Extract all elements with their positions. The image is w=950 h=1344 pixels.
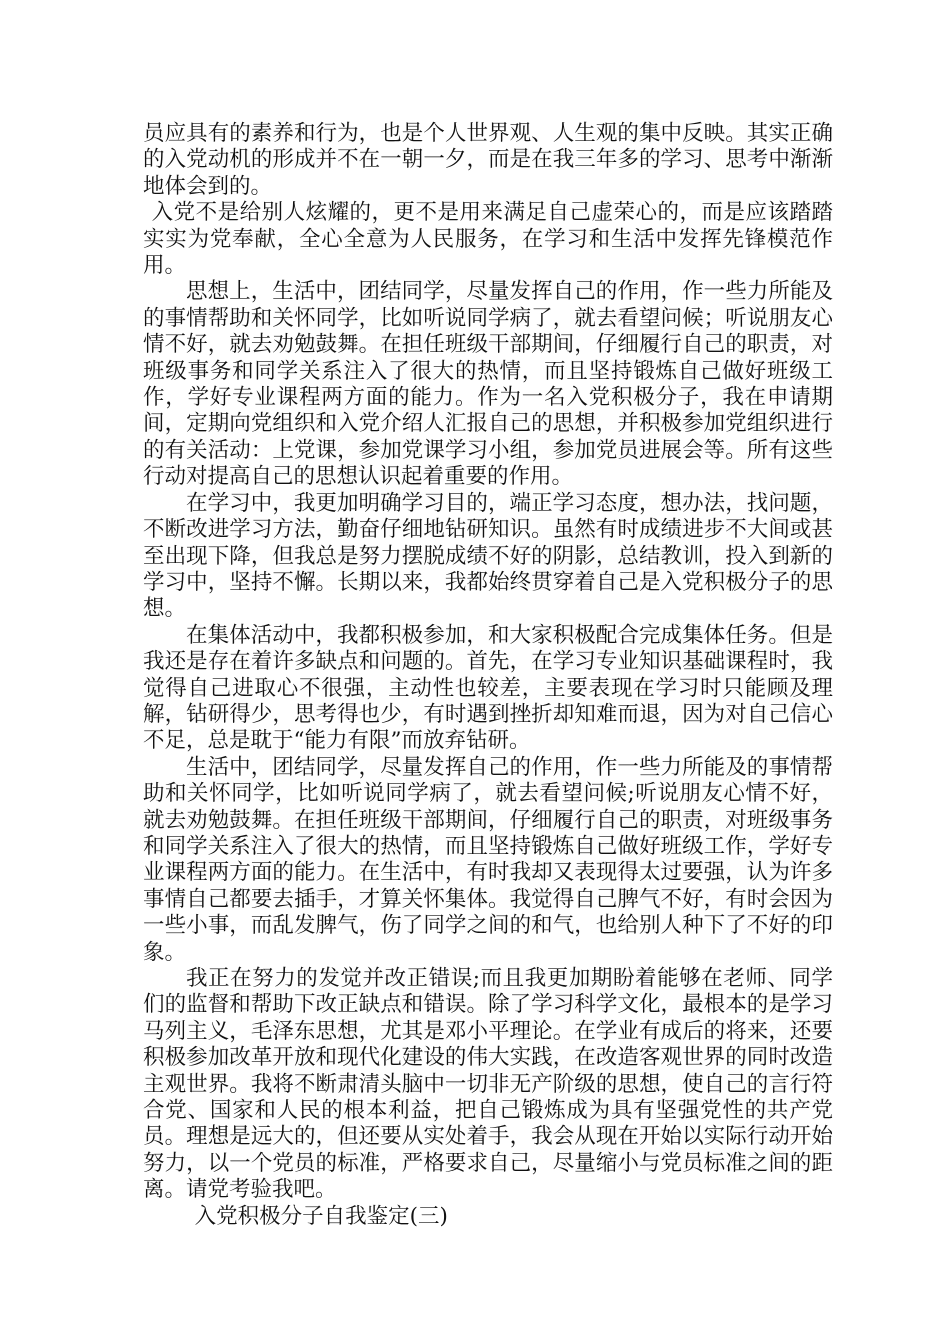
paragraph-motivation: 入党不是给别人炫耀的，更不是用来满足自己虚荣心的，而是应该踏踏实实为党奉献，全心全意为人民服务，在学习和生活中发挥先锋模范作用。 xyxy=(143,200,833,279)
paragraph-continuation: 员应具有的素养和行为，也是个人世界观、人生观的集中反映。其实正确的入党动机的形成并不在一朝一夕，而是在我三年多的学习、思考中渐渐地体会到的。 xyxy=(143,121,833,199)
paragraph-correction: 我正在努力的发觉并改正错误;而且我更加期盼着能够在老师、同学们的监督和帮助下改正缺点和错误。除了学习科学文化，最根本的是学习马列主义，毛泽东思想，尤其是邓小平理论。在学业有成后的将来，还要积极参加改革开放和现代化建设的伟大实践，在改造客观世界的同时改造主观世界。我将不断肃清头脑中一切非无产阶级的思想，使自己的言行符合党、国家和人民的根本利益，把自己锻炼成为具有坚强党性的共产党员。理想是远大的，但还要从实处着手，我会从现在开始以实际行动开始努力，以一个党员的标准，严格要求自己，尽量缩小与党员标准之间的距离。请党考验我吧。 xyxy=(143,966,833,1203)
paragraph-thought: 思想上，生活中，团结同学，尽量发挥自己的作用，作一些力所能及的事情帮助和关怀同学，比如听说同学病了，就去看望问候；听说朋友心情不好，就去劝勉鼓舞。在担任班级干部期间，仔细履行自己的职责，对班级事务和同学关系注入了很大的热情，而且坚持锻炼自己做好班级工作，学好专业课程两方面的能力。作为一名入党积极分子，我在申请期间，定期向党组织和入党介绍人汇报自己的思想，并积极参加党组织进行的有关活动：上党课，参加党课学习小组，参加党员进展会等。所有这些行动对提高自己的思想认识起着重要的作用。 xyxy=(143,279,833,490)
paragraph-study: 在学习中，我更加明确学习目的，端正学习态度，想办法，找问题，不断改进学习方法，勤奋仔细地钻研知识。虽然有时成绩进步不大间或甚至出现下降，但我总是努力摆脱成绩不好的阴影，总结教训，投入到新的学习中，坚持不懈。长期以来，我都始终贯穿着自己是入党积极分子的思想。 xyxy=(143,490,833,622)
section-heading: 入党积极分子自我鉴定(三) xyxy=(194,1203,448,1229)
paragraph-collective-activity: 在集体活动中，我都积极参加，和大家积极配合完成集体任务。但是我还是存在着许多缺点和问题的。首先，在学习专业知识基础课程时，我觉得自己进取心不很强，主动性也较差，主要表现在学习时只能顾及理解，钻研得少，思考得也少，有时遇到挫折却知难而退，因为对自己信心不足，总是耽于“能力有限”而放弃钻研。 xyxy=(143,622,833,754)
paragraph-life: 生活中，团结同学，尽量发挥自己的作用，作一些力所能及的事情帮助和关怀同学，比如听说同学病了，就去看望问候;听说朋友心情不好，就去劝勉鼓舞。在担任班级干部期间，仔细履行自己的职责，对班级事务和同学关系注入了很大的热情，而且坚持锻炼自己做好班级工作，学好专业课程两方面的能力。在生活中，有时我却又表现得太过要强，认为许多事情自己都要去插手，才算关怀集体。我觉得自己脾气不好，有时会因为一些小事，而乱发脾气，伤了同学之间的和气，也给别人种下了不好的印象。 xyxy=(143,754,833,965)
document-body xyxy=(143,121,833,1230)
